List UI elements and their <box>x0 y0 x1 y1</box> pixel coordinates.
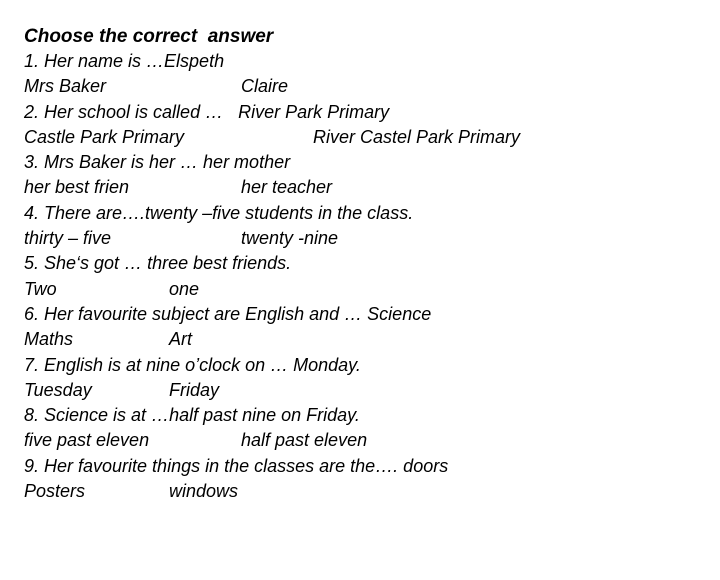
options-row-6 <box>24 327 704 352</box>
option-3b: her teacher <box>241 177 333 198</box>
option-7b: Friday <box>169 379 220 400</box>
worksheet-title: Choose the correct answer <box>24 26 274 47</box>
worksheet <box>24 24 704 504</box>
question-9: 9. Her favourite things in the classes are the…. doors <box>24 455 449 476</box>
option-5b: one <box>169 278 200 299</box>
option-9b: windows <box>169 481 239 502</box>
question-7: 7. English is at nine o’clock on … Monday. <box>24 354 361 375</box>
question-1: 1. Her name is …Elspeth <box>24 51 225 71</box>
question-6: 6. Her favourite subject are English and … Science <box>24 303 432 324</box>
options-row-2 <box>24 125 704 150</box>
options-row-3 <box>24 175 704 200</box>
option-4a: thirty – five <box>24 228 112 249</box>
options-row-7 <box>24 378 704 403</box>
options-row-8 <box>24 428 704 453</box>
option-9a: Posters <box>24 481 86 502</box>
question-5: 5. She‘s got … three best friends. <box>24 253 292 274</box>
question-3: 3. Mrs Baker is her … her mother <box>24 152 291 173</box>
option-7a: Tuesday <box>24 379 92 400</box>
option-1a: Mrs Baker <box>24 76 107 97</box>
option-8a: five past eleven <box>24 430 150 451</box>
question-8: 8. Science is at …half past nine on Friday. <box>24 405 360 426</box>
question-2: 2. Her school is called … River Park Primary <box>24 101 390 122</box>
option-3a: her best frien <box>24 177 130 198</box>
option-6a: Maths <box>24 329 74 350</box>
options-row-4 <box>24 226 704 251</box>
option-6b: Art <box>169 329 193 350</box>
option-4b: twenty -nine <box>241 228 339 249</box>
option-1b: Claire <box>241 76 289 97</box>
option-8b: half past eleven <box>241 430 368 451</box>
option-2b: River Castel Park Primary <box>313 126 521 147</box>
options-row-5 <box>24 277 704 302</box>
option-2a: Castle Park Primary <box>24 126 185 147</box>
options-row-9 <box>24 479 704 504</box>
option-5a: Two <box>24 278 57 299</box>
question-4: 4. There are….twenty –five students in the class. <box>24 202 414 223</box>
options-row-1 <box>24 74 704 99</box>
